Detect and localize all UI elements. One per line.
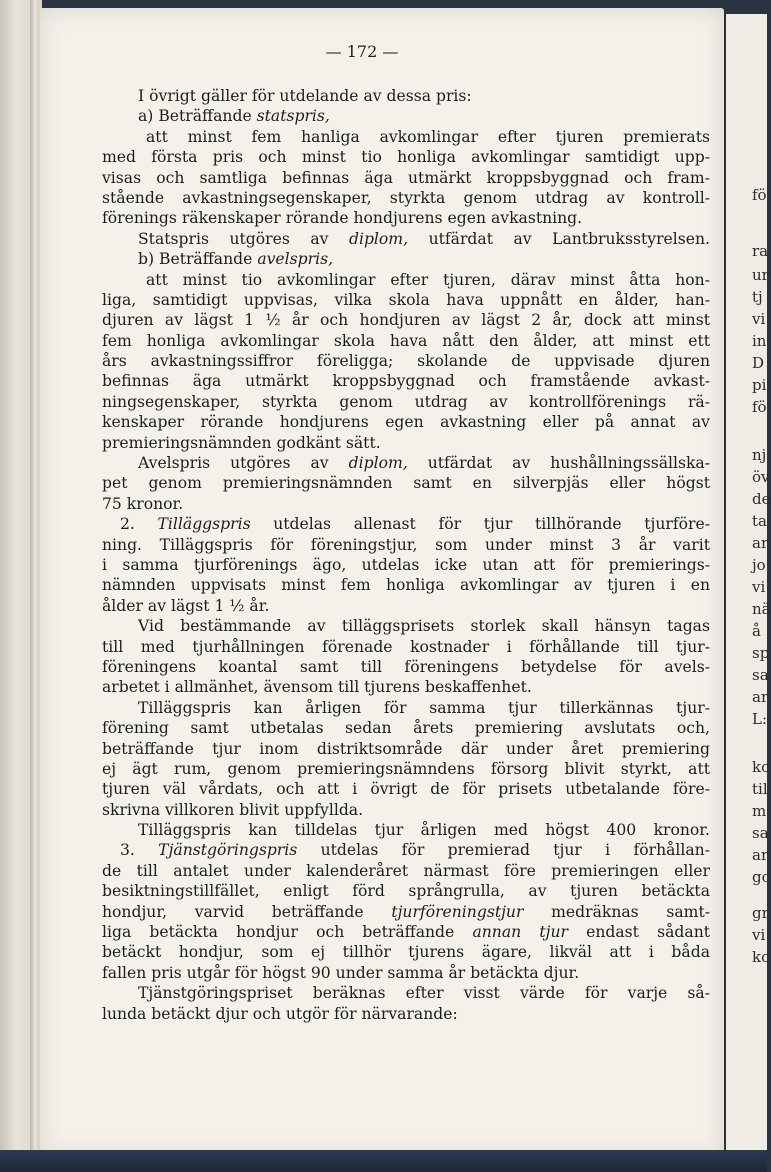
text-run: utfärdat av Lantbruksstyrelsen.	[408, 229, 710, 248]
text-line	[102, 779, 710, 799]
text-run: fallen pris utgår för högst 90 under samma år betäckta djur.	[102, 963, 580, 982]
text-run: lunda betäckt djur och utgör för närvarande:	[102, 1004, 458, 1023]
text-run: att minst fem hanliga avkomlingar efter tjuren premierats	[146, 127, 710, 146]
facing-page-fragment: de	[752, 490, 771, 508]
text-run: utdelas för premierad tjur i förhållan-	[297, 841, 710, 860]
text-run: hondjur, varvid beträffande	[102, 902, 392, 921]
text-run: till med tjurhållningen förenade kostnader i förhållande till tjur-	[102, 637, 710, 656]
text-run: ningsegenskaper, styrkta genom utdrag av kontrollförenings rä-	[102, 392, 710, 411]
text-run: års avkastningssiffror föreligga; skolande de uppvisade djuren	[102, 352, 710, 371]
facing-page-fragment: m	[752, 802, 767, 820]
text-line	[102, 331, 710, 351]
text-line	[102, 759, 710, 779]
facing-page-fragment: tj	[752, 288, 763, 306]
text-line	[102, 392, 710, 412]
text-run: I övrigt gäller för utdelande av dessa pris:	[138, 87, 472, 105]
text-run: premieringsnämnden godkänt sätt.	[102, 433, 381, 452]
text-line	[102, 453, 710, 473]
text-run: ning. Tilläggspris för föreningstjur, som under minst 3 år varit	[102, 535, 710, 554]
text-run: besiktningstillfället, enligt förd språngrulla, av tjuren betäckta	[102, 882, 710, 901]
italic-term: statspris,	[256, 107, 330, 126]
text-line	[102, 800, 710, 820]
facing-page-fragment: sa	[752, 666, 769, 684]
italic-term: Tilläggspris	[157, 515, 251, 534]
text-line	[102, 270, 710, 290]
page-number: — 172 —	[325, 42, 399, 61]
facing-page-fragment: nj	[752, 446, 767, 464]
facing-page-fragment: fö	[752, 186, 767, 204]
text-line	[102, 168, 710, 188]
text-run: i samma tjurförenings ägo, utdelas icke utan att för premierings-	[102, 555, 710, 574]
italic-term: diplom,	[348, 229, 409, 248]
facing-page-fragment: ar	[752, 534, 769, 552]
facing-page-fragment: vi	[752, 926, 766, 944]
text-line	[102, 494, 710, 514]
facing-page-fragment: til	[752, 780, 768, 798]
text-line	[102, 351, 710, 371]
text-line	[102, 657, 710, 677]
text-run: endast sådant	[567, 923, 711, 942]
facing-page-fragment: ar	[752, 846, 769, 864]
text-line	[102, 473, 710, 493]
text-run: skrivna villkoren blivit uppfyllda.	[102, 800, 364, 819]
text-line	[102, 555, 710, 575]
text-line	[102, 596, 710, 616]
text-run: ålder av lägst 1 ½ år.	[102, 596, 270, 615]
text-run: kenskaper rörande hondjurens egen avkastning eller på annat av	[102, 413, 710, 432]
italic-term: Tjänstgöringspris	[158, 841, 298, 860]
facing-page-fragment: å	[752, 622, 761, 640]
text-run: visas och samtliga befinnas äga utmärkt kroppsbyggnad och fram-	[102, 168, 710, 187]
text-run: Tjänstgöringspriset beräknas efter visst värde för varje så-	[138, 984, 710, 1003]
text-line	[102, 718, 710, 738]
text-line	[102, 575, 710, 595]
text-run: de till antalet under kalenderåret närmast före premieringen eller	[102, 861, 710, 880]
facing-page-fragment: nä	[752, 600, 771, 618]
text-run: med första pris och minst tio honliga avkomlingar samtidigt upp-	[102, 148, 710, 167]
text-line	[102, 310, 710, 330]
text-run: djuren av lägst 1 ½ år och hondjuren av lägst 2 år, dock att minst	[102, 311, 710, 330]
text-line	[102, 208, 710, 228]
facing-page-fragment: fö	[752, 398, 767, 416]
text-run: föreningens koantal samt till föreningens betydelse för avels-	[102, 657, 710, 676]
text-run: förening samt utbetalas sedan årets premiering avslutats och,	[102, 719, 710, 738]
text-line	[102, 106, 710, 126]
facing-page-fragment: D	[752, 354, 765, 372]
facing-page-fragment: L:	[752, 710, 768, 728]
text-line	[102, 86, 710, 106]
text-run: fem honliga avkomlingar skola hava nått den ålder, att minst ett	[102, 331, 710, 350]
text-run: b) Beträffande	[138, 250, 258, 269]
text-run: Vid bestämmande av tilläggsprisets storlek skall hänsyn tagas	[138, 617, 710, 636]
text-run: befinnas äga utmärkt kroppsbyggnad och framstående avkast-	[102, 372, 710, 391]
facing-page-fragment: vi	[752, 578, 766, 596]
text-line	[102, 902, 710, 922]
text-run: tjuren väl vårdats, och att i övrigt de för prisets utbetalande före-	[102, 780, 710, 799]
text-line	[102, 840, 710, 860]
text-line	[102, 922, 710, 942]
text-line	[102, 249, 710, 269]
facing-page-fragment: sa	[752, 824, 769, 842]
text-run: liga betäckta hondjur och beträffande	[102, 923, 473, 942]
text-run: a) Beträffande	[138, 107, 257, 126]
facing-page-fragment: kc	[752, 758, 770, 776]
text-run: arbetet i allmänhet, ävensom till tjurens beskaffenhet.	[102, 678, 532, 697]
text-run: medräknas samt-	[523, 902, 710, 921]
facing-page-edge	[726, 14, 771, 1154]
text-line	[102, 942, 710, 962]
text-run: Tilläggspris kan årligen för samma tjur tillerkännas tjur-	[138, 698, 710, 717]
italic-term: avelspris,	[257, 250, 334, 269]
facing-page-fragment: pi	[752, 376, 767, 394]
text-run: Tilläggspris kan tilldelas tjur årligen med högst 400 kronor.	[138, 821, 710, 840]
text-run: nämnden uppvisats minst fem honliga avkomlingar av tjuren i en	[102, 576, 710, 595]
text-run: liga, samtidigt uppvisas, vilka skola hava uppnått en ålder, han-	[102, 290, 710, 309]
left-page-edge	[0, 0, 42, 1172]
text-run: beträffande tjur inom distriktsområde där under året premiering	[102, 739, 710, 758]
facing-page-fragment: gc	[752, 868, 771, 886]
italic-term: annan tjur	[472, 923, 568, 942]
facing-page-fragment: sp	[752, 644, 770, 662]
text-run: ej ägt rum, genom premieringsnämndens försorg blivit styrkt, att	[102, 759, 710, 778]
body-text	[102, 86, 710, 1024]
text-run: utdelas allenast för tjur tillhörande tjurföre-	[250, 515, 710, 534]
text-run: betäckt hondjur, som ej tillhör tjurens ägare, likväl att i båda	[102, 943, 710, 962]
text-line	[102, 371, 710, 391]
text-line	[102, 229, 710, 249]
text-line	[102, 433, 710, 453]
text-line	[102, 1004, 710, 1024]
facing-page-fragment: ta	[752, 512, 767, 530]
text-line	[102, 637, 710, 657]
text-line	[102, 188, 710, 208]
text-run: förenings räkenskaper rörande hondjurens egen avkastning.	[102, 209, 583, 228]
facing-page-fragment: vi	[752, 310, 766, 328]
text-run: pet genom premieringsnämnden samt en silverpjäs eller högst	[102, 474, 710, 493]
text-line	[102, 535, 710, 555]
text-line	[102, 820, 710, 840]
facing-page-fragment: ur	[752, 266, 769, 284]
text-line	[102, 963, 710, 983]
facing-page-fragment: öv	[752, 468, 770, 486]
text-run: 2.	[120, 515, 158, 534]
italic-term: tjurföreningstjur	[391, 902, 524, 921]
text-line	[102, 698, 710, 718]
text-line	[102, 616, 710, 636]
text-run: stående avkastningsegenskaper, styrkta genom utdrag av kontroll-	[102, 188, 710, 207]
text-run: 3.	[120, 841, 159, 860]
italic-term: diplom,	[348, 454, 408, 473]
binding-fold	[30, 0, 36, 1172]
text-line	[102, 147, 710, 167]
facing-page-fragment: jo	[752, 556, 766, 574]
facing-page-fragment: in	[752, 332, 767, 350]
text-run: 75 kronor.	[102, 494, 184, 513]
text-run: Avelspris utgöres av	[138, 454, 349, 473]
background-bottom	[0, 1150, 767, 1172]
text-line	[102, 739, 710, 759]
facing-page-fragment: kc	[752, 948, 770, 966]
facing-page-fragment: ra	[752, 242, 769, 260]
facing-page-fragment: ar	[752, 688, 769, 706]
text-line	[102, 514, 710, 534]
text-line	[102, 127, 710, 147]
text-run: att minst tio avkomlingar efter tjuren, därav minst åtta hon-	[146, 270, 710, 289]
text-line	[102, 677, 710, 697]
text-line	[102, 881, 710, 901]
text-line	[102, 412, 710, 432]
text-run: utfärdat av hushållningssällska-	[407, 454, 710, 473]
text-run: Statspris utgöres av	[138, 229, 349, 248]
text-line	[102, 983, 710, 1003]
text-line	[102, 290, 710, 310]
facing-page-fragment: gr	[752, 904, 769, 922]
text-line	[102, 861, 710, 881]
